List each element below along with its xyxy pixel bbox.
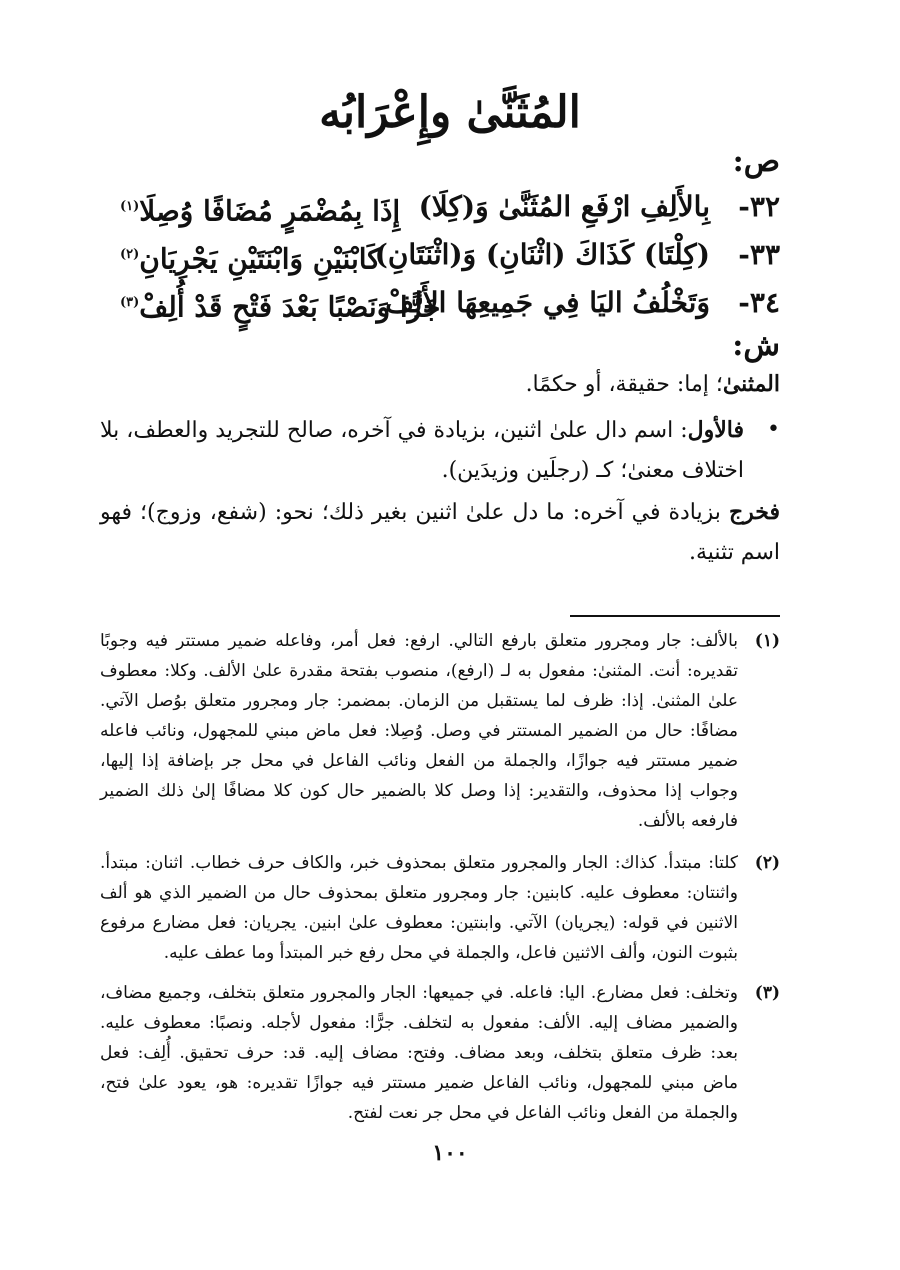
text-section-label: ص: [732,144,780,179]
bullet-body: : اسم دال علىٰ اثنين، بزيادة في آخره، صالح للتجريد والعطف، بلا اختلاف معنىٰ؛ كـ (رجلَين وزيدَين). [100,418,744,483]
verse-number: ٣٣- [738,238,780,271]
bullet-item [100,410,780,491]
footnote-marker: (١) [120,199,140,214]
footnote-divider [570,615,780,617]
bullet-text [100,410,744,491]
definition-term: المثنىٰ [722,371,780,397]
verse-second-hemistich [120,232,381,282]
page-number: ١٠٠ [432,1140,468,1166]
verse-second-text: جَرًّا وَنَصْبًا بَعْدَ فَتْحٍ قَدْ أُلِفْ [139,290,441,324]
footnote [100,626,780,836]
bullet-dot-icon: • [767,417,780,442]
footnote-number: (٣) [754,983,780,1003]
footnote-number: (١) [754,631,780,651]
verse-line [120,232,780,278]
definition-text: ؛ إما: حقيقة، أو حكمًا. [525,372,723,397]
verse-line [120,184,780,230]
exclusion-term: فخرج [728,499,780,525]
footnote-text: كلتا: مبتدأ. كذاك: الجار والمجرور متعلق بمحذوف خبر، والكاف حرف خطاب. اثنان: مبتدأ. واثنتان: معطوف عليه. كابنين: جار ومجرور متعلق بمحذوف حال من الضمير الذي هو ألف الاثنين في قوله: (يجريان) الآتي. وابنتين: معطوف علىٰ ابنين. يجريان: فعل مضارع مرفوع بثبوت النون، وألف الاثنين فاعل، والجملة في محل رفع خبر المبتدأ وما عطف عليه. [100,853,738,963]
exclusion-paragraph [100,492,780,573]
verse-first-hemistich: وَتَخْلُفُ اليَا فِي جَمِيعِهَا الأَلِفْ [385,286,710,319]
bullet-term: فالأول [687,417,744,443]
footnote-marker: (٣) [120,295,140,310]
footnote-text: وتخلف: فعل مضارع. اليا: فاعله. في جميعها: الجار والمجرور متعلق بتخلف، وجميع مضاف، والضمير مضاف إليه. الألف: مفعول به لتخلف. جرًّا: مفعول لأجله. ونصبًا: معطوف عليه. بعد: ظرف متعلق بتخلف، وبعد مضاف. وفتح: مضاف إليه. قد: حرف تحقيق. أُلِف: فعل ماض مبني للمجهول، ونائب الفاعل ضمير مستتر فيه جوازًا تقديره: هو، يعود علىٰ فتح، والجملة من الفعل ونائب الفاعل في محل جر نعت لفتح. [100,983,738,1123]
definition-paragraph [100,364,780,405]
page-title: المُثَنَّىٰ وإِعْرَابُه [319,87,581,138]
footnote-marker: (٢) [120,247,140,262]
exclusion-text: بزيادة في آخره: ما دل علىٰ اثنين بغير ذلك؛ نحو: (شفع، وزوج)؛ فهو اسم تثنية. [100,500,780,565]
footnote [100,978,780,1128]
footnote-text: بالألف: جار ومجرور متعلق بارفع التالي. ارفع: فعل أمر، وفاعله ضمير مستتر فيه وجوبًا تقديره: أنت. المثنىٰ: مفعول به لـ (ارفع)، منصوب بفتحة مقدرة علىٰ الألف. وكلا: معطوف علىٰ المثنىٰ. إذا: ظرف لما يستقبل من الزمان. بمضمر: جار ومجرور متعلق بوُصل الآتي. مضافًا: حال من الضمير المستتر في وصل. وُصِلا: فعل ماض مبني للمجهول، ونائب فاعله ضمير مستتر فيه جوازًا، والجملة من الفعل ونائب الفاعل في محل جر بإضافة إذا إليها، وجواب إذا محذوف، والتقدير: إذا وصل كلا بالضمير حال كون كلا مضافًا إلىٰ ذلك الضمير فارفعه بالألف. [100,631,738,831]
verse-second-text: إِذَا بِمُضْمَرٍ مُضَافًا وُصِلَا [139,194,401,228]
verse-number: ٣٤- [738,286,780,319]
verse-line [120,280,780,326]
verse-second-text: كَابْنَيْنِ وَابْنَتَيْنِ يَجْرِيَانِ [139,242,381,276]
verse-second-hemistich [120,280,440,330]
explanation-section-label: ش: [732,328,780,363]
footnote [100,848,780,968]
footnote-number: (٢) [754,853,780,873]
verse-first-hemistich: (كِلْتَا) كَذَاكَ (اثْنَانِ) وَ(اثْنَتَانِ) [374,238,710,271]
verse-second-hemistich [120,184,400,234]
verse-first-hemistich: بِالأَلِفِ ارْفَعِ المُثَنَّىٰ وَ(كِلَا) [418,190,710,223]
verse-number: ٣٢- [738,190,780,223]
